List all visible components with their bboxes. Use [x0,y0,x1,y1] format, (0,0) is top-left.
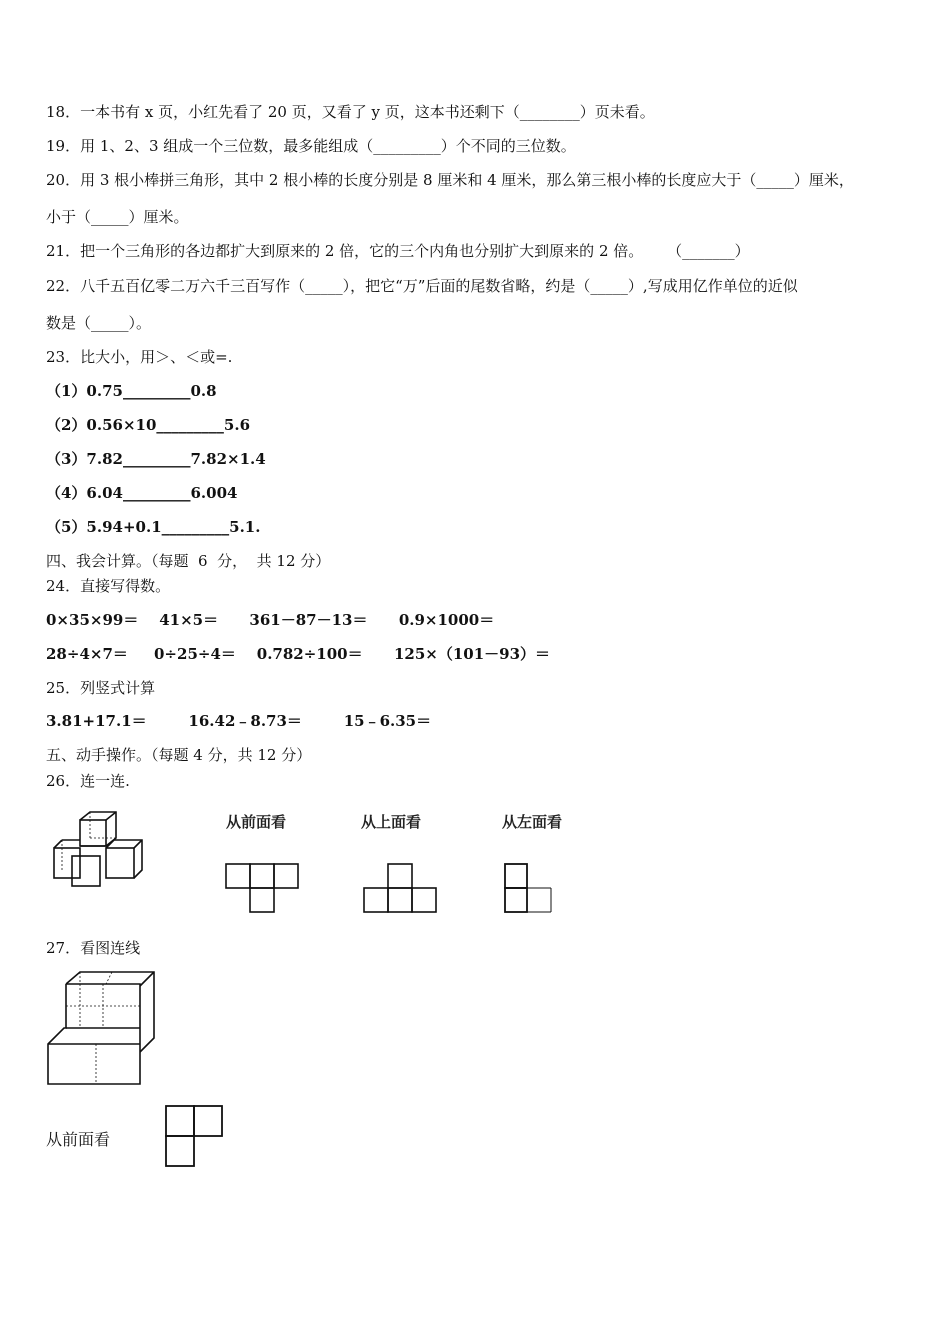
q27-block-figure [46,970,158,1088]
q18: 18．一本书有 x 页，小红先看了 20 页，又看了 y 页，这本书还剩下（________）页未看。 [46,103,655,121]
q21: 21．把一个三角形的各边都扩大到原来的 2 倍，它的三个内角也分别扩大到原来的 2 倍。 （_______） [46,242,750,260]
q24-row2: 28÷4×7＝ 0÷25÷4＝ 0.782÷100＝ 125×（101－93）＝ [46,645,551,663]
q24-row1: 0×35×99＝ 41×5＝ 361－87－13＝ 0.9×1000＝ [46,611,495,629]
q26: 26．连一连. [46,772,130,790]
q24: 24．直接写得数。 [46,577,171,595]
q27-view-label: 从前面看 [46,1130,111,1149]
q20-line2: 小于（_____）厘米。 [46,208,189,226]
section-5-heading: 五、动手操作。（每题 4 分，共 12 分） [46,746,312,764]
q26-top-view-shape [362,862,442,916]
q23-item: （5）5.94+0.1_________5.1. [46,518,261,536]
q27-front-view-shape [164,1104,226,1170]
q26-cube-figure [46,808,156,890]
q26-view-front-label: 从前面看 [226,813,287,831]
q27: 27．看图连线 [46,939,141,957]
q22-line1: 22．八千五百亿零二万六千三百写作（_____），把它“万”后面的尾数省略，约是（_____）,写成用亿作单位的近似 [46,277,798,295]
q20-line1: 20．用 3 根小棒拼三角形，其中 2 根小棒的长度分别是 8 厘米和 4 厘米，那么第三根小棒的长度应大于（_____）厘米， [46,171,854,189]
q25: 25．列竖式计算 [46,679,156,697]
q23-item: （4）6.04_________6.004 [46,484,238,502]
q19: 19．用 1、2、3 组成一个三位数，最多能组成（_________）个不同的三位数。 [46,137,576,155]
q23-item: （2）0.56×10_________5.6 [46,416,251,434]
q26-view-left-label: 从左面看 [502,813,563,831]
section-4-heading: 四、我会计算。（每题 6 分， 共 12 分） [46,552,331,570]
q23: 23．比大小，用＞、＜或=. [46,348,233,366]
q25-row: 3.81+17.1＝ 16.42﹣8.73＝ 15﹣6.35＝ [46,712,432,730]
q23-item: （3）7.82_________7.82×1.4 [46,450,266,468]
q22-line2: 数是（_____）。 [46,314,152,332]
q26-view-top-label: 从上面看 [361,813,422,831]
q23-item: （1）0.75_________0.8 [46,382,217,400]
q26-left-view-shape [503,862,557,916]
q26-front-view-shape [224,862,304,916]
